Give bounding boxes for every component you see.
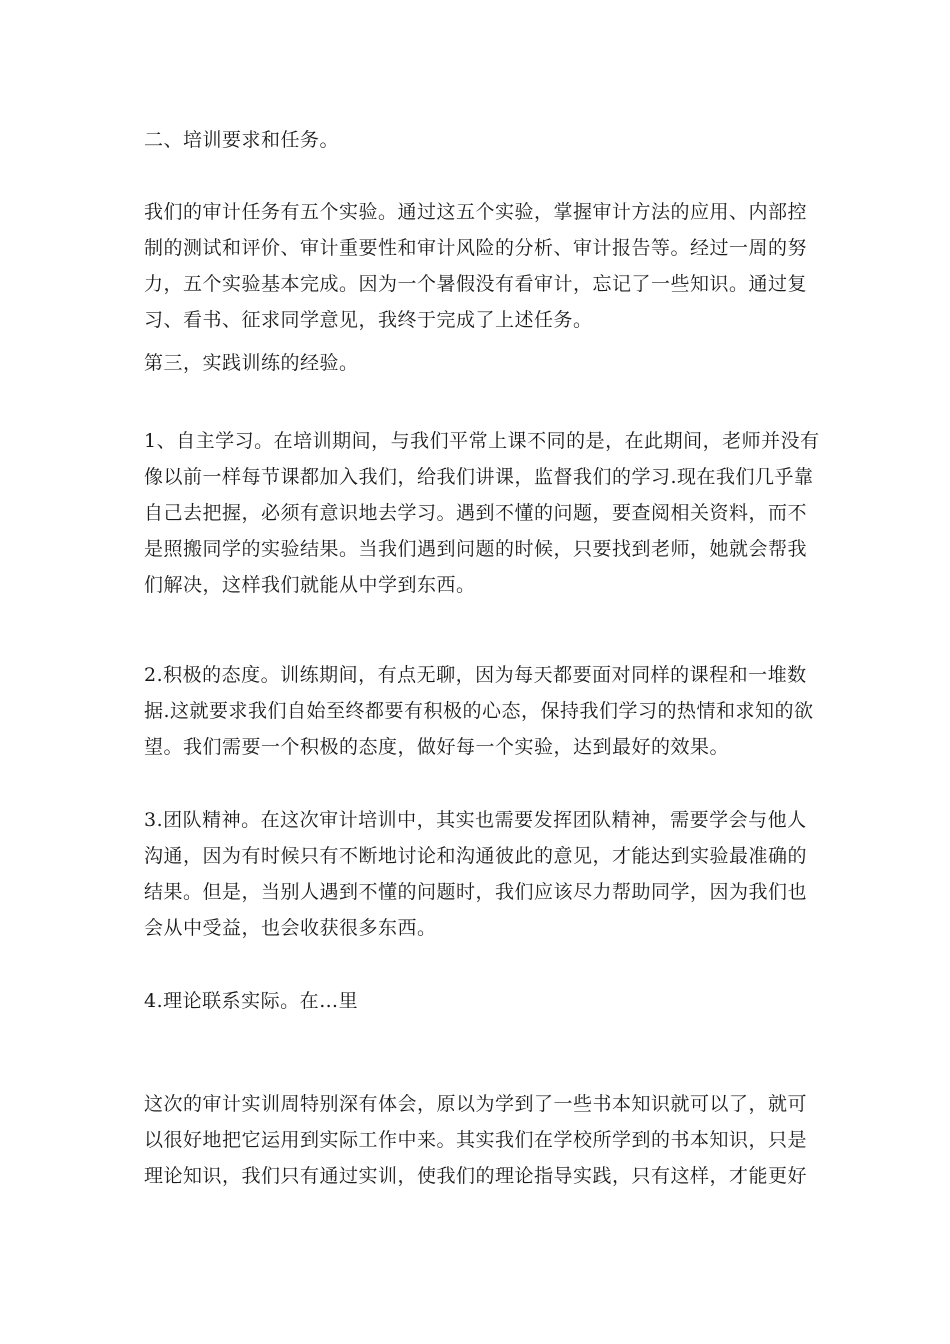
text-line: 制的测试和评价、审计重要性和审计风险的分析、审计报告等。经过一周的努 — [144, 237, 808, 259]
text-line: 我们的审计任务有五个实验。通过这五个实验，掌握审计方法的应用、内部控 — [144, 201, 808, 223]
paragraph-theory-practice — [144, 983, 812, 1019]
text-line: 这次的审计实训周特别深有体会，原以为学到了一些书本知识就可以了，就可 — [144, 1093, 808, 1115]
paragraph-team-spirit — [144, 802, 812, 946]
text-line: 望。我们需要一个积极的态度，做好每一个实验，达到最好的效果。 — [144, 736, 730, 758]
paragraph-audit-tasks — [144, 194, 812, 338]
text-line: 习、看书、征求同学意见，我终于完成了上述任务。 — [144, 309, 593, 331]
paragraph-self-study — [144, 423, 820, 603]
text-line: 是照搬同学的实验结果。当我们遇到问题的时候，只要找到老师，她就会帮我 — [144, 538, 808, 560]
text-line: 力，五个实验基本完成。因为一个暑假没有看审计，忘记了一些知识。通过复 — [144, 273, 808, 295]
text-line: 3.团队精神。在这次审计培训中，其实也需要发挥团队精神，需要学会与他人 — [144, 809, 807, 831]
text-line: 结果。但是，当别人遇到不懂的问题时，我们应该尽力帮助同学，因为我们也 — [144, 881, 808, 903]
paragraph-positive-attitude — [144, 657, 812, 765]
text-line: 理论知识，我们只有通过实训，使我们的理论指导实践，只有这样，才能更好 — [144, 1165, 808, 1187]
text-line: 自己去把握，必须有意识地去学习。遇到不懂的问题，要查阅相关资料，而不 — [144, 502, 808, 524]
text-line: 沟通，因为有时候只有不断地讨论和沟通彼此的意见，才能达到实验最准确的 — [144, 845, 808, 867]
text-line: 2.积极的态度。训练期间，有点无聊，因为每天都要面对同样的课程和一堆数 — [144, 664, 807, 686]
text-line: 第三，实践训练的经验。 — [144, 352, 359, 374]
section-heading-practice-experience — [144, 345, 812, 381]
text-line: 二、培训要求和任务。 — [144, 129, 340, 151]
text-line: 据.这就要求我们自始至终都要有积极的心态，保持我们学习的热情和求知的欲 — [144, 700, 814, 722]
text-line: 会从中受益，也会收获很多东西。 — [144, 917, 437, 939]
text-line: 像以前一样每节课都加入我们，给我们讲课，监督我们的学习.现在我们几乎靠 — [144, 466, 814, 488]
text-line: 4.理论联系实际。在…里 — [144, 990, 359, 1012]
text-line: 以很好地把它运用到实际工作中来。其实我们在学校所学到的书本知识，只是 — [144, 1129, 808, 1151]
text-line: 们解决，这样我们就能从中学到东西。 — [144, 574, 476, 596]
text-line: 1、自主学习。在培训期间，与我们平常上课不同的是，在此期间，老师并没有 — [144, 430, 820, 452]
paragraph-reflection — [144, 1086, 812, 1194]
section-heading-training-requirements — [144, 122, 812, 158]
